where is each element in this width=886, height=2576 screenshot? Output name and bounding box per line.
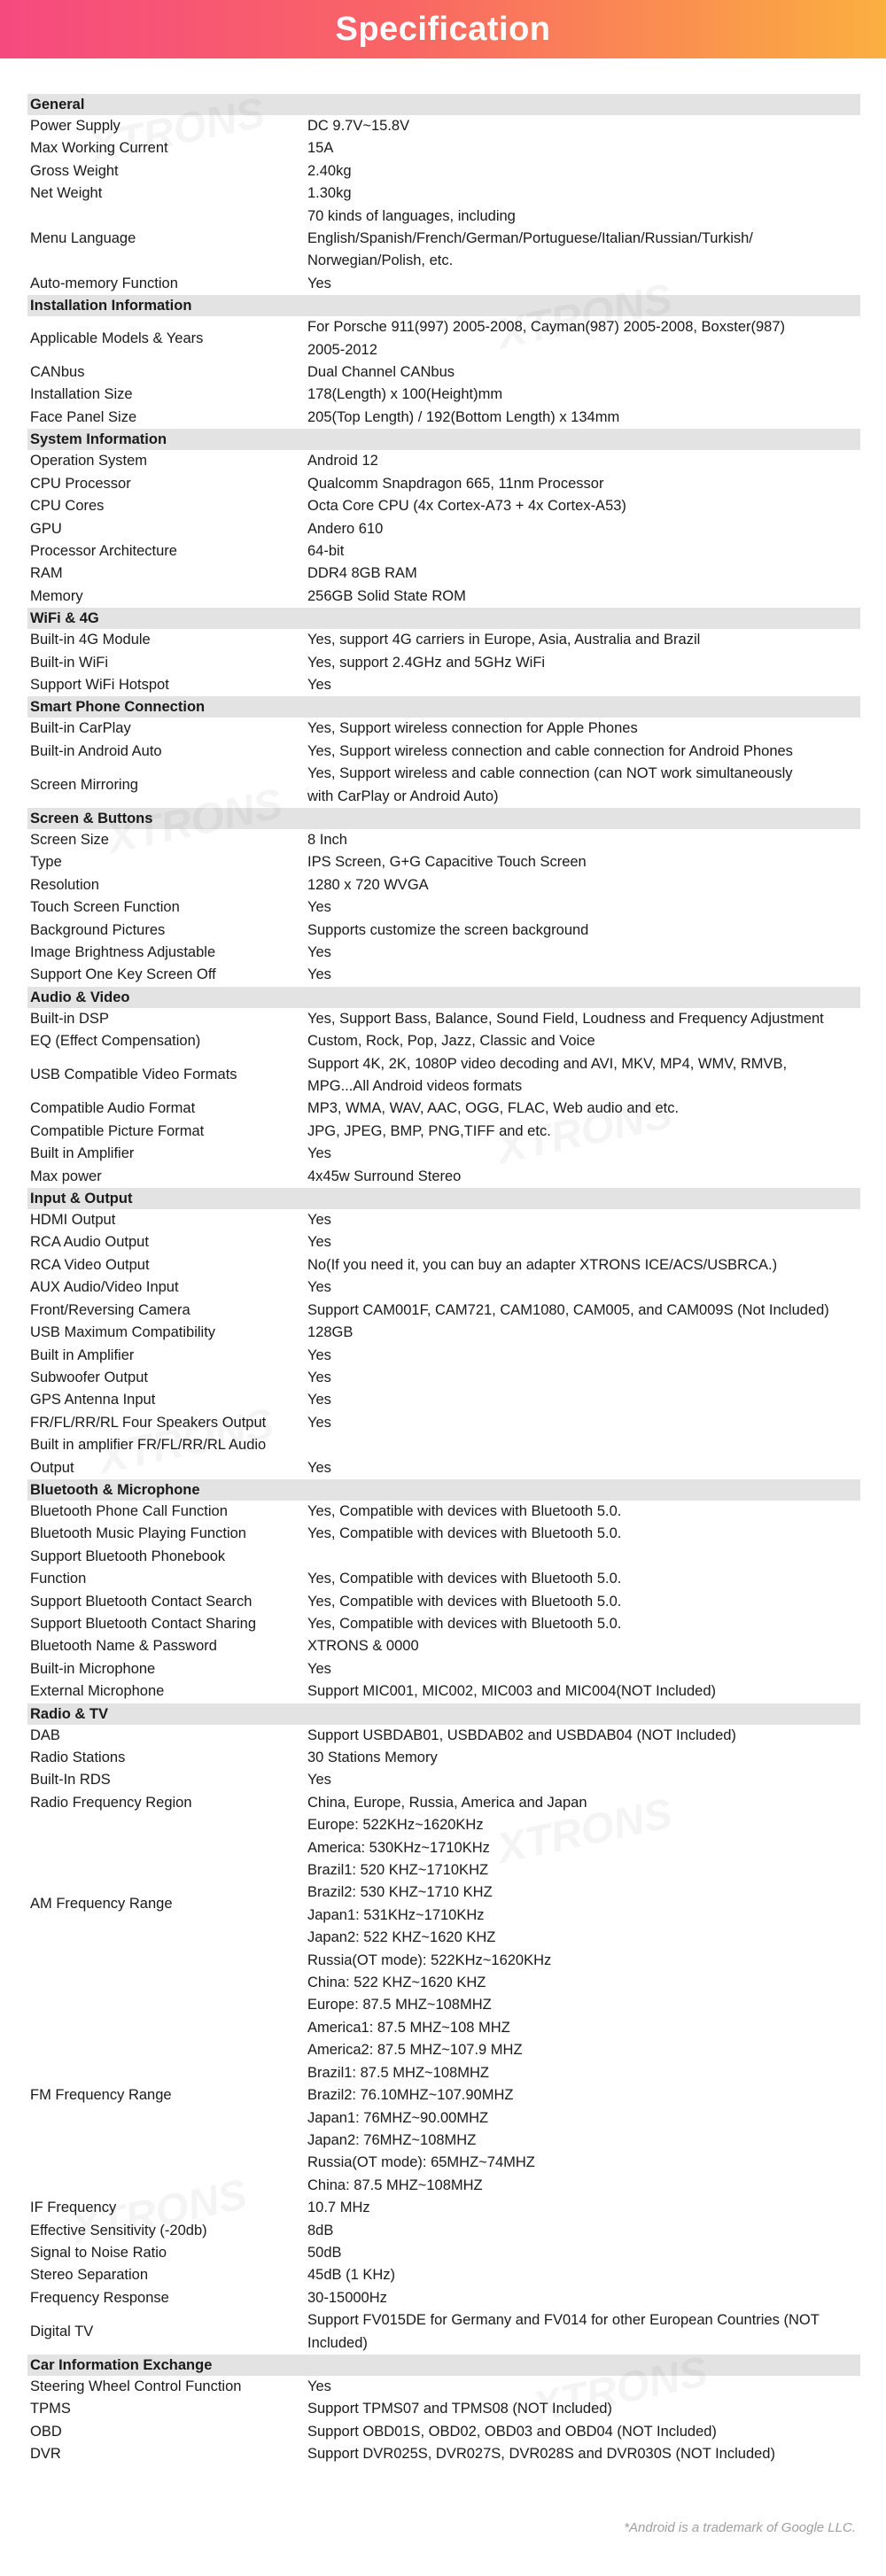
spec-label: DVR: [30, 2446, 61, 2463]
section-header: Bluetooth & Microphone: [27, 1479, 860, 1501]
spec-row: [27, 361, 860, 384]
spec-row: [27, 273, 860, 295]
spec-value: 15A: [307, 140, 334, 157]
spec-row: [27, 1747, 860, 1769]
spec-row: [27, 1635, 860, 1657]
spec-value: Yes: [307, 676, 331, 693]
spec-label: EQ (Effect Compensation): [30, 1033, 201, 1050]
spec-label: Support Bluetooth Contact Sharing: [30, 1615, 257, 1632]
spec-row: [27, 407, 860, 429]
spec-row: [27, 1254, 860, 1276]
spec-row: [27, 2421, 860, 2443]
spec-label: Screen Mirroring: [30, 776, 138, 793]
spec-value: Yes, Support wireless and cable connection (can NOT work simultaneously with CarPlay or Android Auto): [307, 765, 793, 804]
spec-value: IPS Screen, G+G Capacitive Touch Screen: [307, 854, 587, 871]
spec-label: Front/Reversing Camera: [30, 1301, 190, 1318]
spec-row: [27, 2287, 860, 2309]
spec-value: 70 kinds of languages, including English/Spanish/French/German/Portuguese/Italian/Russian/Turkish/ Norwegian/Polish, etc.: [307, 207, 753, 269]
spec-row: [27, 1792, 860, 1814]
spec-value: Yes: [307, 1145, 331, 1162]
spec-row: [27, 1367, 860, 1389]
spec-value: Yes: [307, 1369, 331, 1385]
spec-row: [27, 1769, 860, 1791]
spec-row: [27, 942, 860, 964]
spec-label: Built-in Microphone: [30, 1660, 156, 1677]
spec-label: Menu Language: [30, 230, 136, 247]
spec-row: [27, 1053, 860, 1098]
spec-row: [27, 518, 860, 540]
spec-label: Built in amplifier FR/FL/RR/RL Audio Output: [30, 1437, 267, 1476]
spec-value: 8 Inch: [307, 831, 347, 848]
spec-row: [27, 674, 860, 696]
spec-row: [27, 1322, 860, 1344]
spec-value: Yes: [307, 1414, 331, 1431]
spec-row: [27, 160, 860, 182]
spec-value: Andero 610: [307, 520, 384, 537]
spec-label: Support WiFi Hotspot: [30, 676, 169, 693]
spec-label: Radio Stations: [30, 1750, 126, 1765]
spec-label: CANbus: [30, 364, 85, 381]
spec-label: Touch Screen Function: [30, 899, 180, 916]
spec-value: 30 Stations Memory: [307, 1750, 438, 1765]
spec-row: [27, 1546, 860, 1591]
spec-value: Yes, Compatible with devices with Bluetooth 5.0.: [307, 1502, 622, 1519]
spec-value: Yes: [307, 1279, 331, 1296]
spec-value: Yes: [307, 1234, 331, 1251]
spec-row: [27, 450, 860, 472]
spec-label: Support One Key Screen Off: [30, 966, 216, 983]
spec-value: 64-bit: [307, 542, 345, 559]
spec-label: Built-in CarPlay: [30, 720, 131, 737]
spec-row: [27, 718, 860, 740]
spec-label: Digital TV: [30, 2323, 94, 2339]
spec-label: RCA Video Output: [30, 1256, 150, 1273]
spec-label: Built-In RDS: [30, 1772, 111, 1788]
spec-row: [27, 540, 860, 563]
spec-value: 128GB: [307, 1324, 354, 1341]
spec-row: [27, 964, 860, 986]
spec-row: [27, 137, 860, 159]
spec-row: [27, 1994, 860, 2197]
section-header: Smart Phone Connection: [27, 696, 860, 718]
spec-row: [27, 2264, 860, 2286]
spec-label: Bluetooth Name & Password: [30, 1638, 217, 1655]
spec-label: Built-in 4G Module: [30, 632, 151, 648]
spec-row: [27, 874, 860, 896]
spec-label: RCA Audio Output: [30, 1234, 149, 1251]
spec-row: [27, 1121, 860, 1143]
spec-row: [27, 586, 860, 608]
spec-value: Yes: [307, 1392, 331, 1408]
spec-label: Effective Sensitivity (-20db): [30, 2222, 207, 2238]
spec-row: [27, 316, 860, 361]
spec-row: [27, 1143, 860, 1165]
spec-value: Support MIC001, MIC002, MIC003 and MIC004(NOT Included): [307, 1683, 716, 1700]
spec-value: 45dB (1 KHz): [307, 2267, 396, 2284]
spec-label: Frequency Response: [30, 2289, 169, 2306]
spec-row: [27, 763, 860, 808]
spec-label: Installation Size: [30, 386, 133, 403]
spec-row: [27, 1680, 860, 1703]
spec-label: CPU Cores: [30, 498, 105, 515]
spec-value: Android 12: [307, 453, 378, 469]
section-header: WiFi & 4G: [27, 608, 860, 629]
spec-value: Support DVR025S, DVR027S, DVR028S and DVR030S (NOT Included): [307, 2446, 775, 2463]
spec-value: No(If you need it, you can buy an adapter XTRONS ICE/ACS/USBRCA.): [307, 1256, 778, 1273]
spec-label: Steering Wheel Control Function: [30, 2378, 242, 2394]
spec-row: [27, 1591, 860, 1613]
spec-value: Yes, Compatible with devices with Bluetooth 5.0.: [307, 1593, 622, 1610]
spec-row: [27, 1658, 860, 1680]
spec-row: [27, 1501, 860, 1523]
spec-label: Built in Amplifier: [30, 1346, 135, 1363]
spec-row: [27, 1209, 860, 1231]
spec-row: [27, 2242, 860, 2264]
spec-value: Yes, Support Bass, Balance, Sound Field, Loudness and Frequency Adjustment: [307, 1010, 824, 1027]
spec-row: [27, 1613, 860, 1635]
spec-value: 30-15000Hz: [307, 2289, 387, 2306]
spec-label: Built in Amplifier: [30, 1145, 135, 1162]
spec-value: Yes: [307, 1212, 331, 1229]
spec-label: CPU Processor: [30, 475, 131, 492]
spec-value: 205(Top Length) / 192(Bottom Length) x 134mm: [307, 408, 620, 425]
spec-value: Support FV015DE for Germany and FV014 for other European Countries (NOT Included): [307, 2312, 820, 2351]
spec-label: Signal to Noise Ratio: [30, 2244, 167, 2261]
spec-label: Support Bluetooth Phonebook Function: [30, 1548, 226, 1587]
spec-row: [27, 115, 860, 137]
spec-label: Auto-memory Function: [30, 275, 178, 291]
spec-value: Yes: [307, 899, 331, 916]
spec-label: Processor Architecture: [30, 542, 177, 559]
spec-label: AUX Audio/Video Input: [30, 1279, 179, 1296]
spec-table: [27, 94, 860, 2466]
section-header: Radio & TV: [27, 1703, 860, 1725]
spec-row: [27, 1345, 860, 1367]
spec-label: DAB: [30, 1726, 60, 1743]
spec-value: Yes: [307, 1660, 331, 1677]
spec-row: [27, 473, 860, 495]
spec-label: GPU: [30, 520, 62, 537]
spec-value: Yes, Compatible with devices with Bluetooth 5.0.: [307, 1525, 622, 1542]
spec-value: JPG, JPEG, BMP, PNG,TIFF and etc.: [307, 1122, 551, 1139]
spec-row: [27, 1231, 860, 1253]
spec-row: [27, 1412, 860, 1434]
spec-row: [27, 2398, 860, 2420]
spec-label: Face Panel Size: [30, 408, 137, 425]
spec-value: Yes, support 2.4GHz and 5GHz WiFi: [307, 654, 546, 671]
spec-value: Yes, support 4G carriers in Europe, Asia, Australia and Brazil: [307, 632, 701, 648]
spec-value: 8dB: [307, 2222, 334, 2238]
section-header: Input & Output: [27, 1188, 860, 1209]
spec-label: Background Pictures: [30, 921, 166, 938]
spec-value: DC 9.7V~15.8V: [307, 118, 410, 134]
spec-row: [27, 182, 860, 205]
spec-value: Support TPMS07 and TPMS08 (NOT Included): [307, 2401, 612, 2417]
spec-row: [27, 1814, 860, 1994]
spec-row: [27, 629, 860, 651]
spec-row: [27, 896, 860, 919]
spec-row: [27, 563, 860, 585]
spec-label: Compatible Audio Format: [30, 1100, 196, 1117]
spec-value: 2.40kg: [307, 162, 352, 179]
title-banner: [0, 0, 886, 58]
spec-row: [27, 1030, 860, 1052]
spec-value: Support 4K, 2K, 1080P video decoding and AVI, MKV, MP4, WMV, RMVB, MPG...All Android videos formats: [307, 1055, 788, 1095]
spec-value: Support CAM001F, CAM721, CAM1080, CAM005, and CAM009S (Not Included): [307, 1301, 829, 1318]
spec-value: Yes: [307, 1459, 331, 1476]
spec-label: Max Working Current: [30, 140, 168, 157]
spec-value: 256GB Solid State ROM: [307, 587, 466, 604]
spec-label: Memory: [30, 587, 83, 604]
section-header: Screen & Buttons: [27, 808, 860, 829]
spec-row: [27, 1276, 860, 1299]
spec-label: Built-in DSP: [30, 1010, 109, 1027]
spec-row: [27, 2376, 860, 2398]
spec-value: Europe: 522KHz~1620KHz America: 530KHz~1710KHz Brazil1: 520 KHZ~1710KHZ Brazil2: 530 KHZ~1710 KHZ Japan1: 531KHz~1710KHz Japan2: 522 KHZ~1620 KHZ Russia(OT mode): 522KHz~1620KHz China: 522 KHZ~1620 KHZ: [307, 1817, 552, 1991]
spec-value: Custom, Rock, Pop, Jazz, Classic and Voice: [307, 1033, 595, 1050]
spec-label: Operation System: [30, 453, 148, 469]
spec-value: 1.30kg: [307, 185, 352, 202]
spec-row: [27, 2220, 860, 2242]
spec-label: Max power: [30, 1168, 102, 1184]
spec-value: 178(Length) x 100(Height)mm: [307, 386, 503, 403]
spec-label: RAM: [30, 565, 63, 582]
spec-row: [27, 1300, 860, 1322]
spec-value: China, Europe, Russia, America and Japan: [307, 1794, 587, 1811]
spec-value: Yes: [307, 944, 331, 960]
spec-label: Support Bluetooth Contact Search: [30, 1593, 253, 1610]
trademark-note: *Android is a trademark of Google LLC.: [624, 2520, 856, 2535]
spec-label: Power Supply: [30, 118, 120, 134]
spec-row: [27, 1523, 860, 1545]
spec-label: Type: [30, 854, 62, 871]
spec-row: [27, 741, 860, 763]
spec-value: For Porsche 911(997) 2005-2008, Cayman(987) 2005-2008, Boxster(987) 2005-2012: [307, 319, 786, 358]
section-header: General: [27, 94, 860, 115]
spec-value: DDR4 8GB RAM: [307, 565, 417, 582]
spec-label: Stereo Separation: [30, 2267, 149, 2284]
spec-label: TPMS: [30, 2401, 71, 2417]
spec-row: [27, 1434, 860, 1479]
spec-row: [27, 1166, 860, 1188]
spec-label: Built-in Android Auto: [30, 742, 162, 759]
spec-value: Yes, Support wireless connection and cable connection for Android Phones: [307, 742, 793, 759]
spec-value: MP3, WMA, WAV, AAC, OGG, FLAC, Web audio and etc.: [307, 1100, 680, 1117]
spec-value: Supports customize the screen background: [307, 921, 589, 938]
spec-value: Yes: [307, 2378, 331, 2394]
spec-label: USB Compatible Video Formats: [30, 1067, 237, 1083]
spec-value: Support OBD01S, OBD02, OBD03 and OBD04 (NOT Included): [307, 2423, 717, 2440]
spec-label: GPS Antenna Input: [30, 1392, 156, 1408]
section-header: Car Information Exchange: [27, 2355, 860, 2376]
section-header: Installation Information: [27, 295, 860, 316]
spec-value: Support USBDAB01, USBDAB02 and USBDAB04 (NOT Included): [307, 1726, 736, 1743]
spec-value: Yes: [307, 1346, 331, 1363]
section-header: Audio & Video: [27, 987, 860, 1008]
spec-label: External Microphone: [30, 1683, 165, 1700]
spec-row: [27, 829, 860, 851]
spec-row: [27, 2443, 860, 2465]
spec-row: [27, 384, 860, 406]
spec-label: OBD: [30, 2423, 62, 2440]
spec-label: Built-in WiFi: [30, 654, 109, 671]
spec-row: [27, 495, 860, 517]
spec-row: [27, 1008, 860, 1030]
spec-label: HDMI Output: [30, 1212, 116, 1229]
spec-label: IF Frequency: [30, 2200, 117, 2216]
spec-row: [27, 1725, 860, 1747]
spec-value: Europe: 87.5 MHZ~108MHZ America1: 87.5 MHZ~108 MHZ America2: 87.5 MHZ~107.9 MHZ Brazil1: 87.5 MHZ~108MHZ Brazil2: 76.10MHZ~107.90MHZ Japan1: 76MHZ~90.00MHZ Japan2: 76MHZ~108MHZ Russia(OT mode): 65MHZ~74MHZ China: 87.5 MHZ~108MHZ: [307, 1997, 535, 2193]
spec-value: XTRONS & 0000: [307, 1638, 419, 1655]
spec-label: Net Weight: [30, 185, 103, 202]
section-header: System Information: [27, 429, 860, 450]
spec-value: Yes: [307, 966, 331, 983]
spec-label: Screen Size: [30, 831, 109, 848]
spec-value: Octa Core CPU (4x Cortex-A73 + 4x Cortex-A53): [307, 498, 626, 515]
spec-row: [27, 206, 860, 273]
spec-value: Qualcomm Snapdragon 665, 11nm Processor: [307, 475, 604, 492]
spec-row: [27, 1098, 860, 1120]
spec-label: AM Frequency Range: [30, 1896, 173, 1913]
spec-row: [27, 851, 860, 873]
spec-value: 50dB: [307, 2244, 342, 2261]
spec-value: Yes, Compatible with devices with Bluetooth 5.0.: [307, 1615, 622, 1632]
page-title: Specification: [335, 10, 551, 48]
spec-value: 4x45w Surround Stereo: [307, 1168, 462, 1184]
spec-label: Applicable Models & Years: [30, 330, 204, 346]
spec-label: Subwoofer Output: [30, 1369, 148, 1385]
spec-value: 10.7 MHz: [307, 2200, 370, 2216]
spec-value: Yes: [307, 275, 331, 291]
spec-label: Resolution: [30, 876, 99, 893]
spec-label: Bluetooth Phone Call Function: [30, 1502, 228, 1519]
spec-value: Yes: [307, 1772, 331, 1788]
spec-label: Gross Weight: [30, 162, 119, 179]
spec-value: Dual Channel CANbus: [307, 364, 455, 381]
spec-label: USB Maximum Compatibility: [30, 1324, 216, 1341]
spec-row: [27, 2197, 860, 2219]
spec-label: Image Brightness Adjustable: [30, 944, 216, 960]
spec-row: [27, 919, 860, 942]
spec-label: FR/FL/RR/RL Four Speakers Output: [30, 1414, 267, 1431]
spec-row: [27, 652, 860, 674]
spec-row: [27, 1389, 860, 1411]
spec-row: [27, 2309, 860, 2355]
spec-label: Bluetooth Music Playing Function: [30, 1525, 246, 1542]
spec-label: Radio Frequency Region: [30, 1794, 192, 1811]
spec-label: Compatible Picture Format: [30, 1122, 205, 1139]
spec-label: FM Frequency Range: [30, 2087, 172, 2104]
spec-value: Yes, Support wireless connection for Apple Phones: [307, 720, 638, 737]
spec-value: 1280 x 720 WVGA: [307, 876, 429, 893]
spec-value: Yes, Compatible with devices with Bluetooth 5.0.: [307, 1571, 622, 1587]
